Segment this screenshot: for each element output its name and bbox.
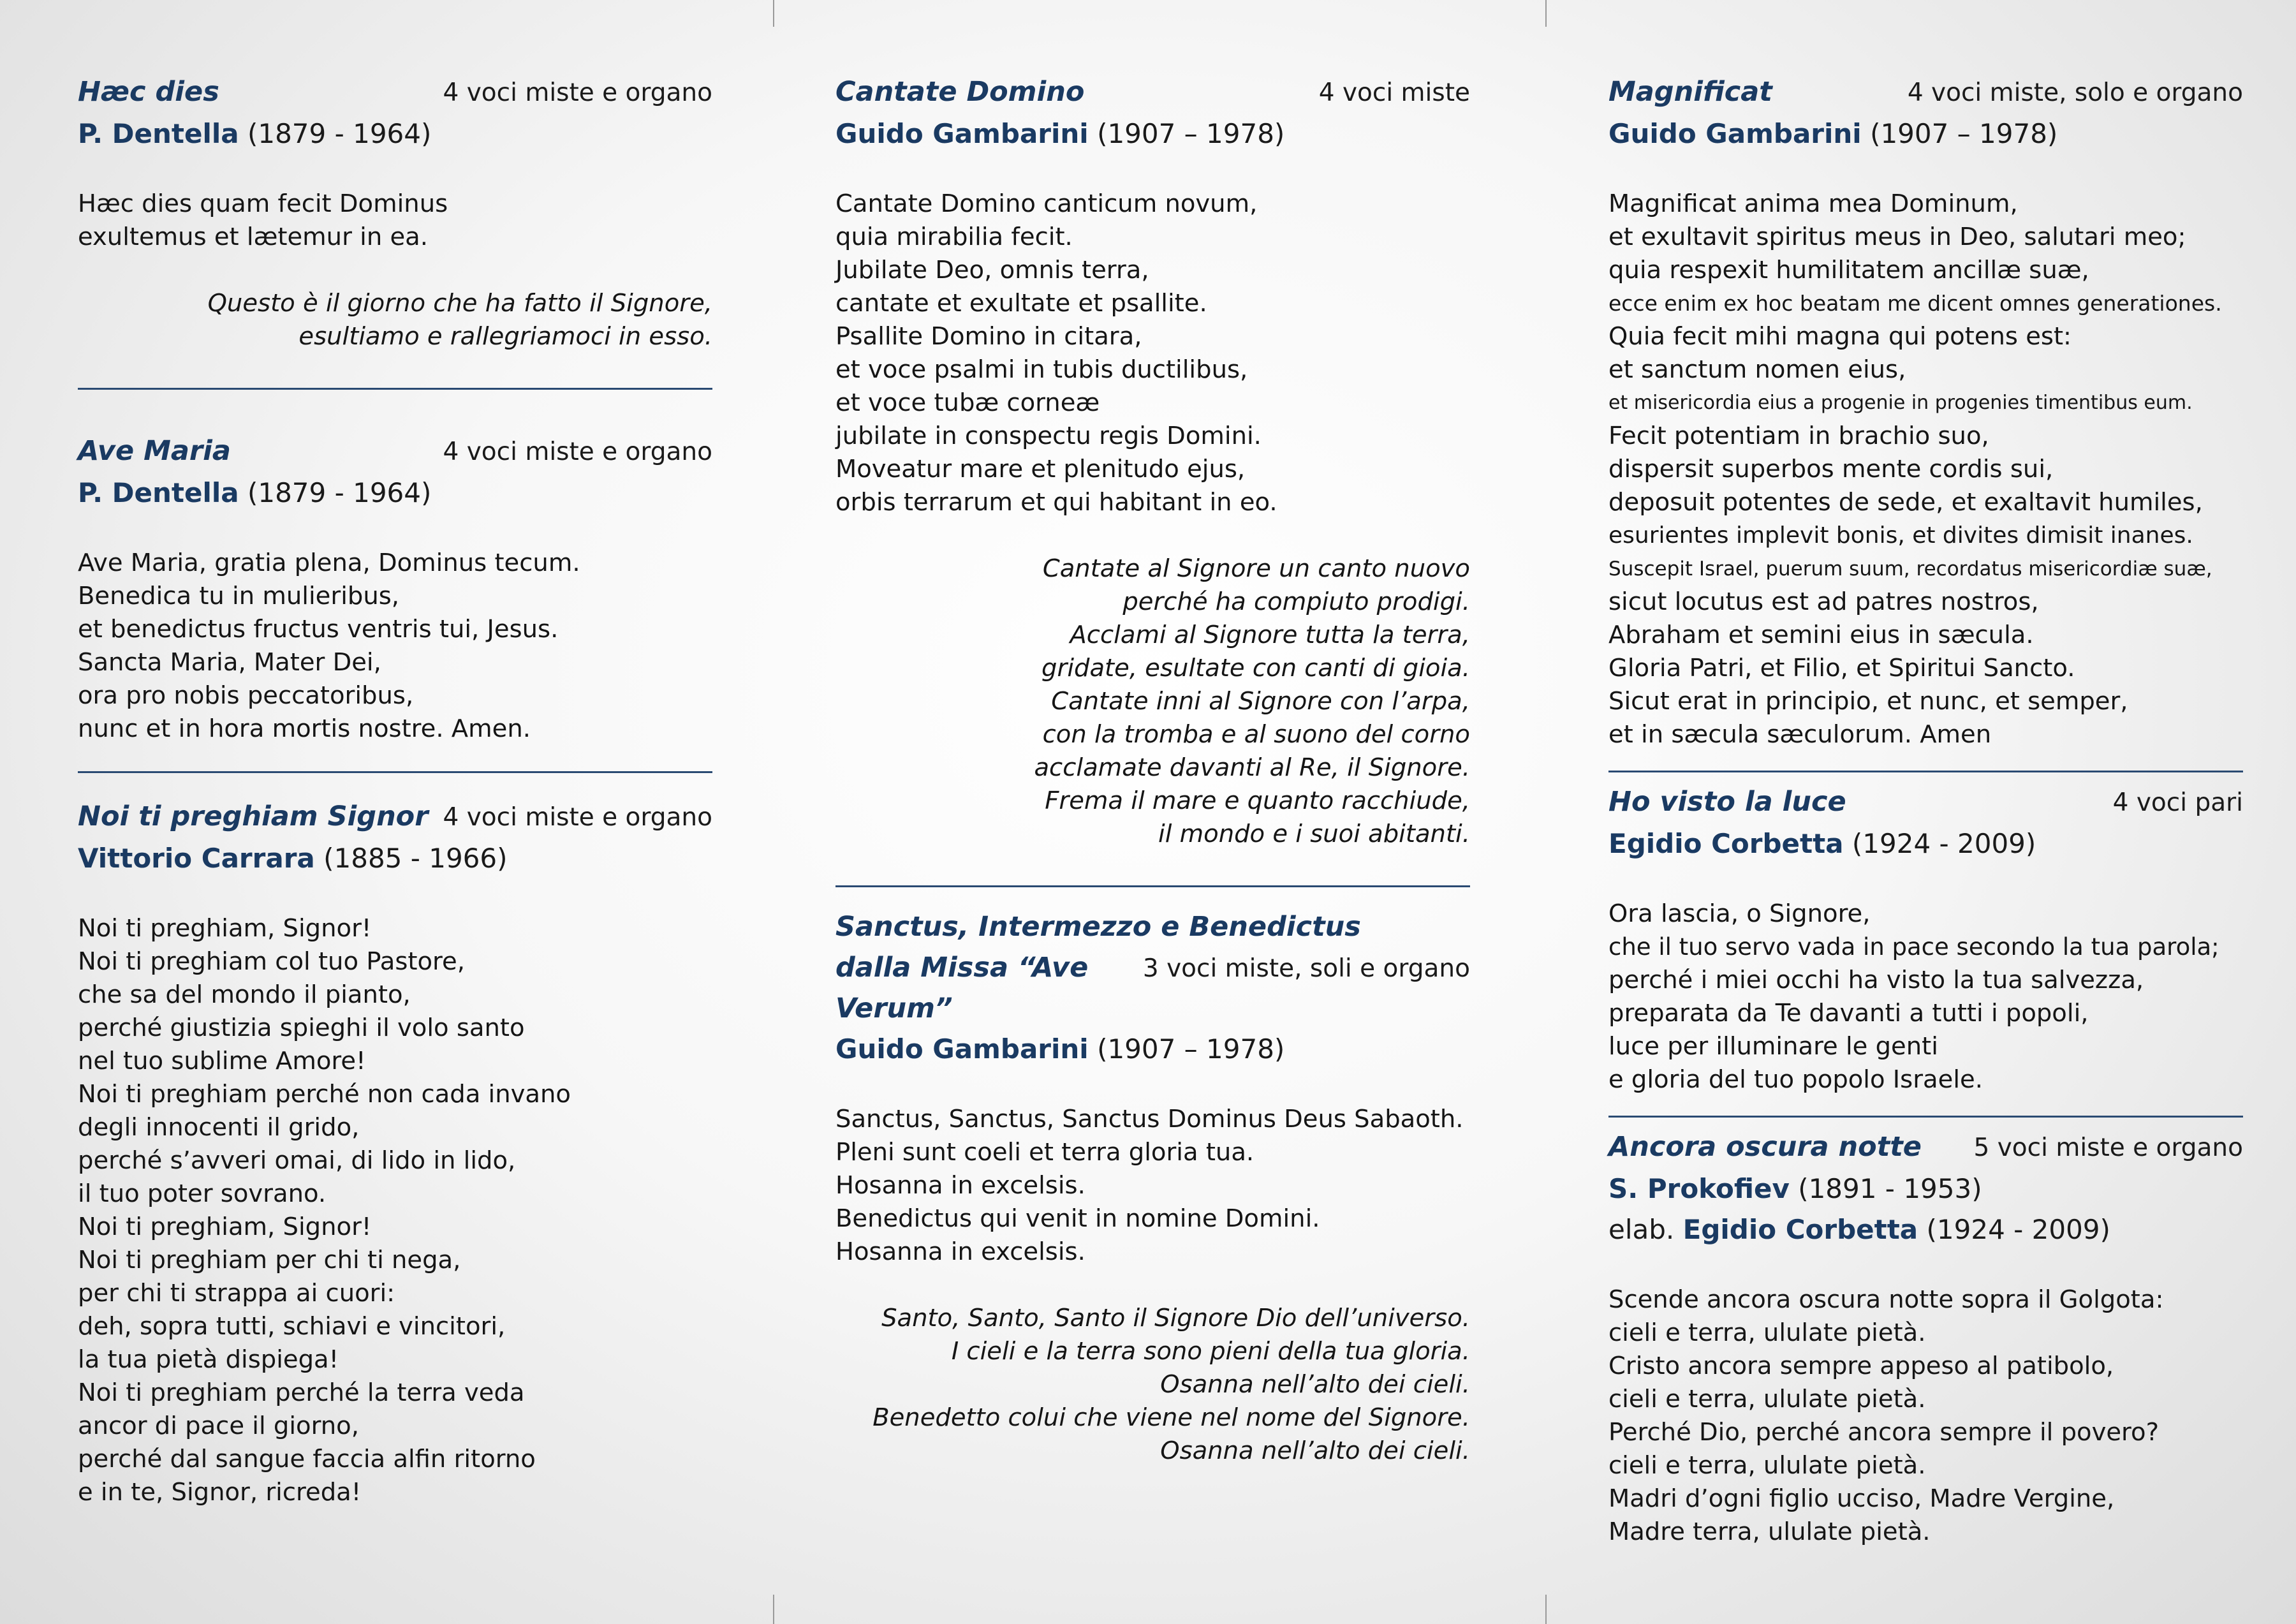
text-line: per chi ti strappa ai cuori: — [78, 1279, 395, 1308]
arranger-name: Egidio Corbetta — [1682, 1214, 1918, 1245]
text-line: Cantate Domino canticum novum, — [835, 189, 1258, 218]
text-line: Madri d’ogni figlio ucciso, Madre Vergine, — [1608, 1484, 2115, 1513]
voices-label: 4 voci miste e organo — [443, 438, 712, 466]
text-line: Frema il mare e quanto racchiude, — [1045, 786, 1470, 815]
text-line: degli innocenti il grido, — [78, 1113, 360, 1142]
latin-text — [835, 1103, 1470, 1269]
fold-mark-bottom-left — [773, 1595, 774, 1624]
piece-title: Magnificat — [1608, 76, 1772, 108]
text-line: et misericordia eius a progenie in progenies timentibus eum. — [1608, 392, 2193, 414]
text-line: Cantate inni al Signore con l’arpa, — [1051, 687, 1470, 716]
text-line: Madre terra, ululate pietà. — [1608, 1517, 1931, 1546]
composer-line — [835, 114, 1470, 154]
text-line: nunc et in hora mortis nostre. Amen. — [78, 714, 531, 743]
text-line: e in te, Signor, ricreda! — [78, 1478, 362, 1507]
piece-sanctus — [835, 906, 1470, 1468]
text-line: Hosanna in excelsis. — [835, 1171, 1085, 1200]
text-line: Benedetto colui che viene nel nome del Signore. — [872, 1403, 1470, 1432]
piece-noi-ti-preghiam — [78, 796, 712, 1509]
composer-line — [1608, 114, 2243, 154]
voices-label: 4 voci miste e organo — [443, 803, 712, 832]
text-line: perché giustizia spieghi il volo santo — [78, 1014, 525, 1042]
text-line: Sanctus, Sanctus, Sanctus Dominus Deus Sabaoth. — [835, 1105, 1464, 1133]
text-line: quia mirabilia fecit. — [835, 223, 1073, 251]
text-line: e gloria del tuo popolo Israele. — [1608, 1065, 1983, 1094]
composer-name: S. Prokofiev — [1608, 1173, 1790, 1204]
arranger-dates: (1924 - 2009) — [1926, 1214, 2110, 1245]
divider — [835, 885, 1470, 887]
text-line: et voce tubæ corneæ — [835, 388, 1100, 417]
text-line: che il tuo servo vada in pace secondo la tua parola; — [1608, 933, 2219, 961]
text-line: perché i miei occhi ha visto la tua salvezza, — [1608, 966, 2144, 994]
text-line: Santo, Santo, Santo il Signore Dio dell’universo. — [881, 1304, 1470, 1332]
text-line: Pleni sunt coeli et terra gloria tua. — [835, 1138, 1255, 1167]
text-line: Sancta Maria, Mater Dei, — [78, 648, 381, 677]
composer-line — [78, 114, 712, 154]
voices-label: 4 voci pari — [2112, 788, 2243, 817]
text-line: cieli e terra, ululate pietà. — [1608, 1318, 1926, 1347]
fold-mark-bottom-right — [1545, 1595, 1547, 1624]
text-line: Gloria Patri, et Filio, et Spiritui Sancto. — [1608, 654, 2075, 683]
composer-dates: (1907 – 1978) — [1870, 118, 2058, 149]
italian-translation — [835, 1302, 1470, 1468]
text-line: perché dal sangue faccia alfin ritorno — [78, 1445, 536, 1473]
piece-title: Ave Maria — [78, 435, 231, 467]
text-line: ancor di pace il giorno, — [78, 1412, 359, 1440]
text-line: Scende ancora oscura notte sopra il Golgota: — [1608, 1285, 2164, 1314]
canticle-text — [1608, 897, 2243, 1096]
text-line: perché ha compiuto prodigi. — [1122, 587, 1470, 616]
text-line: gridate, esultate con canti di gioia. — [1041, 654, 1470, 683]
text-line: orbis terrarum et qui habitant in eo. — [835, 488, 1277, 517]
text-line: Benedica tu in mulieribus, — [78, 582, 400, 610]
composer-line — [835, 1029, 1470, 1070]
column-1 — [78, 71, 712, 1509]
piece-magnificat — [1608, 71, 2243, 751]
text-line: Osanna nell’alto dei cieli. — [1160, 1370, 1470, 1399]
text-line: et sanctum nomen eius, — [1608, 355, 1906, 384]
elab-label: elab. — [1608, 1214, 1675, 1245]
composer-line — [78, 473, 712, 513]
voices-label: 4 voci miste e organo — [443, 78, 712, 107]
text-line: I cieli e la terra sono pieni della tua gloria. — [951, 1337, 1470, 1366]
piece-ave-maria — [78, 431, 712, 746]
text-line: la tua pietà dispiega! — [78, 1345, 339, 1374]
piece-title: Cantate Domino — [835, 76, 1085, 108]
text-line: et exultavit spiritus meus in Deo, salutari meo; — [1608, 223, 2186, 251]
text-line: che sa del mondo il pianto, — [78, 980, 411, 1009]
text-line: Abraham et semini eius in sæcula. — [1608, 621, 2034, 649]
piece-title: Noi ti preghiam Signor — [78, 801, 429, 832]
text-line: cieli e terra, ululate pietà. — [1608, 1385, 1926, 1414]
composer-dates: (1885 - 1966) — [323, 843, 508, 874]
text-line: Noi ti preghiam perché la terra veda — [78, 1378, 525, 1407]
arranger-line — [1608, 1209, 2243, 1250]
text-line: preparata da Te davanti a tutti i popoli, — [1608, 999, 2089, 1028]
divider — [1608, 771, 2243, 772]
voices-label: 3 voci miste, soli e organo — [1142, 954, 1470, 983]
text-line: perché s’avveri omai, di lido in lido, — [78, 1146, 516, 1175]
text-line: ecce enim ex hoc beatam me dicent omnes generationes. — [1608, 291, 2222, 316]
text-line: Jubilate Deo, omnis terra, — [835, 256, 1149, 284]
divider — [78, 388, 712, 390]
piece-title: Ho visto la luce — [1608, 786, 1846, 818]
text-line: ora pro nobis peccatoribus, — [78, 681, 414, 710]
text-line: Noi ti preghiam col tuo Pastore, — [78, 947, 465, 976]
text-line: Ora lascia, o Signore, — [1608, 899, 1871, 928]
latin-text — [78, 188, 712, 254]
text-line: il tuo poter sovrano. — [78, 1179, 327, 1208]
text-line: acclamate davanti al Re, il Signore. — [1034, 753, 1470, 782]
text-line: et benedictus fructus ventris tui, Jesus. — [78, 615, 559, 644]
text-line: Ave Maria, gratia plena, Dominus tecum. — [78, 549, 580, 577]
latin-text — [1608, 188, 2243, 751]
text-line: quia respexit humilitatem ancillæ suæ, — [1608, 256, 2089, 284]
text-line: Psallite Domino in citara, — [835, 322, 1142, 351]
text-line: Sicut erat in principio, et nunc, et semper, — [1608, 687, 2128, 716]
composer-name: Guido Gambarini — [835, 118, 1089, 149]
text-line: Cantate al Signore un canto nuovo — [1042, 554, 1470, 583]
composer-dates: (1907 – 1978) — [1097, 118, 1285, 149]
italian-translation — [835, 552, 1470, 851]
text-line: Noi ti preghiam, Signor! — [78, 914, 372, 943]
composer-name: P. Dentella — [78, 477, 239, 508]
text-line: et in sæcula sæculorum. Amen — [1608, 720, 1992, 749]
piece-cantate-domino — [835, 71, 1470, 851]
text-line: Perché Dio, perché ancora sempre il povero? — [1608, 1418, 2160, 1447]
composer-dates: (1924 - 2009) — [1851, 828, 2036, 859]
text-line: Noi ti preghiam per chi ti nega, — [78, 1246, 461, 1274]
composer-line — [1608, 823, 2243, 864]
text-line: esurientes implevit bonis, et divites dimisit inanes. — [1608, 522, 2193, 549]
text-line: exultemus et lætemur in ea. — [78, 223, 429, 251]
piece-title: Ancora oscura notte — [1608, 1131, 1922, 1163]
piece-ancora-oscura-notte — [1608, 1126, 2243, 1549]
text-line: esultiamo e rallegriamoci in esso. — [298, 322, 712, 351]
text-line: jubilate in conspectu regis Domini. — [835, 422, 1262, 450]
piece-title: Sanctus, Intermezzo e Benedictus — [835, 911, 1361, 943]
text-line: et voce psalmi in tubis ductilibus, — [835, 355, 1248, 384]
fold-mark-top-left — [773, 0, 774, 27]
text-line: Cristo ancora sempre appeso al patibolo, — [1608, 1352, 2114, 1380]
voices-label: 4 voci miste — [1318, 78, 1470, 107]
voices-label: 4 voci miste, solo e organo — [1907, 78, 2243, 107]
text-line: deh, sopra tutti, schiavi e vincitori, — [78, 1312, 506, 1341]
piece-subtitle: dalla Missa “Ave Verum” — [835, 952, 1089, 1024]
text-line: dispersit superbos mente cordis sui, — [1608, 455, 2054, 484]
text-line: nel tuo sublime Amore! — [78, 1047, 366, 1075]
lyrics-text — [1608, 1283, 2243, 1549]
composer-name: Guido Gambarini — [1608, 118, 1862, 149]
composer-dates: (1891 - 1953) — [1798, 1173, 1982, 1204]
divider — [1608, 1116, 2243, 1118]
text-line: Quia fecit mihi magna qui potens est: — [1608, 322, 2072, 351]
composer-dates: (1879 - 1964) — [247, 477, 432, 508]
text-line: il mondo e i suoi abitanti. — [1158, 820, 1470, 848]
divider — [78, 771, 712, 773]
composer-name: P. Dentella — [78, 118, 239, 149]
text-line: con la tromba e al suono del corno — [1042, 720, 1470, 749]
text-line: Benedictus qui venit in nomine Domini. — [835, 1204, 1320, 1233]
composer-name: Egidio Corbetta — [1608, 828, 1844, 859]
voices-label: 5 voci miste e organo — [1973, 1133, 2243, 1162]
text-line: Hosanna in excelsis. — [835, 1237, 1085, 1266]
text-line: Moveatur mare et plenitudo ejus, — [835, 455, 1246, 484]
text-line: Questo è il giorno che ha fatto il Signore, — [207, 289, 712, 318]
piece-ho-visto-la-luce — [1608, 781, 2243, 1096]
text-line: Magnificat anima mea Dominum, — [1608, 189, 2018, 218]
piece-title: Hæc dies — [78, 76, 219, 108]
text-line: Noi ti preghiam, Signor! — [78, 1213, 372, 1241]
latin-text — [835, 188, 1470, 519]
composer-line — [1608, 1169, 2243, 1209]
piece-haec-dies — [78, 71, 712, 353]
text-line: cieli e terra, ululate pietà. — [1608, 1451, 1926, 1480]
composer-name: Guido Gambarini — [835, 1033, 1089, 1065]
text-line: Hæc dies quam fecit Dominus — [78, 189, 448, 218]
text-line: cantate et exultate et psallite. — [835, 289, 1207, 318]
text-line: deposuit potentes de sede, et exaltavit humiles, — [1608, 488, 2203, 517]
text-line: Acclami al Signore tutta la terra, — [1070, 621, 1470, 649]
text-line: Osanna nell’alto dei cieli. — [1160, 1436, 1470, 1465]
text-line: Fecit potentiam in brachio suo, — [1608, 422, 1989, 450]
column-3 — [1608, 71, 2243, 1549]
hymn-text — [78, 912, 712, 1509]
text-line: Suscepit Israel, puerum suum, recordatus misericordiæ suæ, — [1608, 557, 2212, 580]
fold-mark-top-right — [1545, 0, 1547, 27]
text-line: luce per illuminare le genti — [1608, 1032, 1938, 1061]
column-2 — [835, 71, 1470, 1468]
italian-translation — [78, 287, 712, 353]
composer-dates: (1879 - 1964) — [247, 118, 432, 149]
composer-dates: (1907 – 1978) — [1097, 1033, 1285, 1065]
composer-name: Vittorio Carrara — [78, 843, 315, 874]
latin-text — [78, 547, 712, 746]
text-line: Noi ti preghiam perché non cada invano — [78, 1080, 571, 1109]
composer-line — [78, 838, 712, 879]
text-line: sicut locutus est ad patres nostros, — [1608, 587, 2039, 616]
